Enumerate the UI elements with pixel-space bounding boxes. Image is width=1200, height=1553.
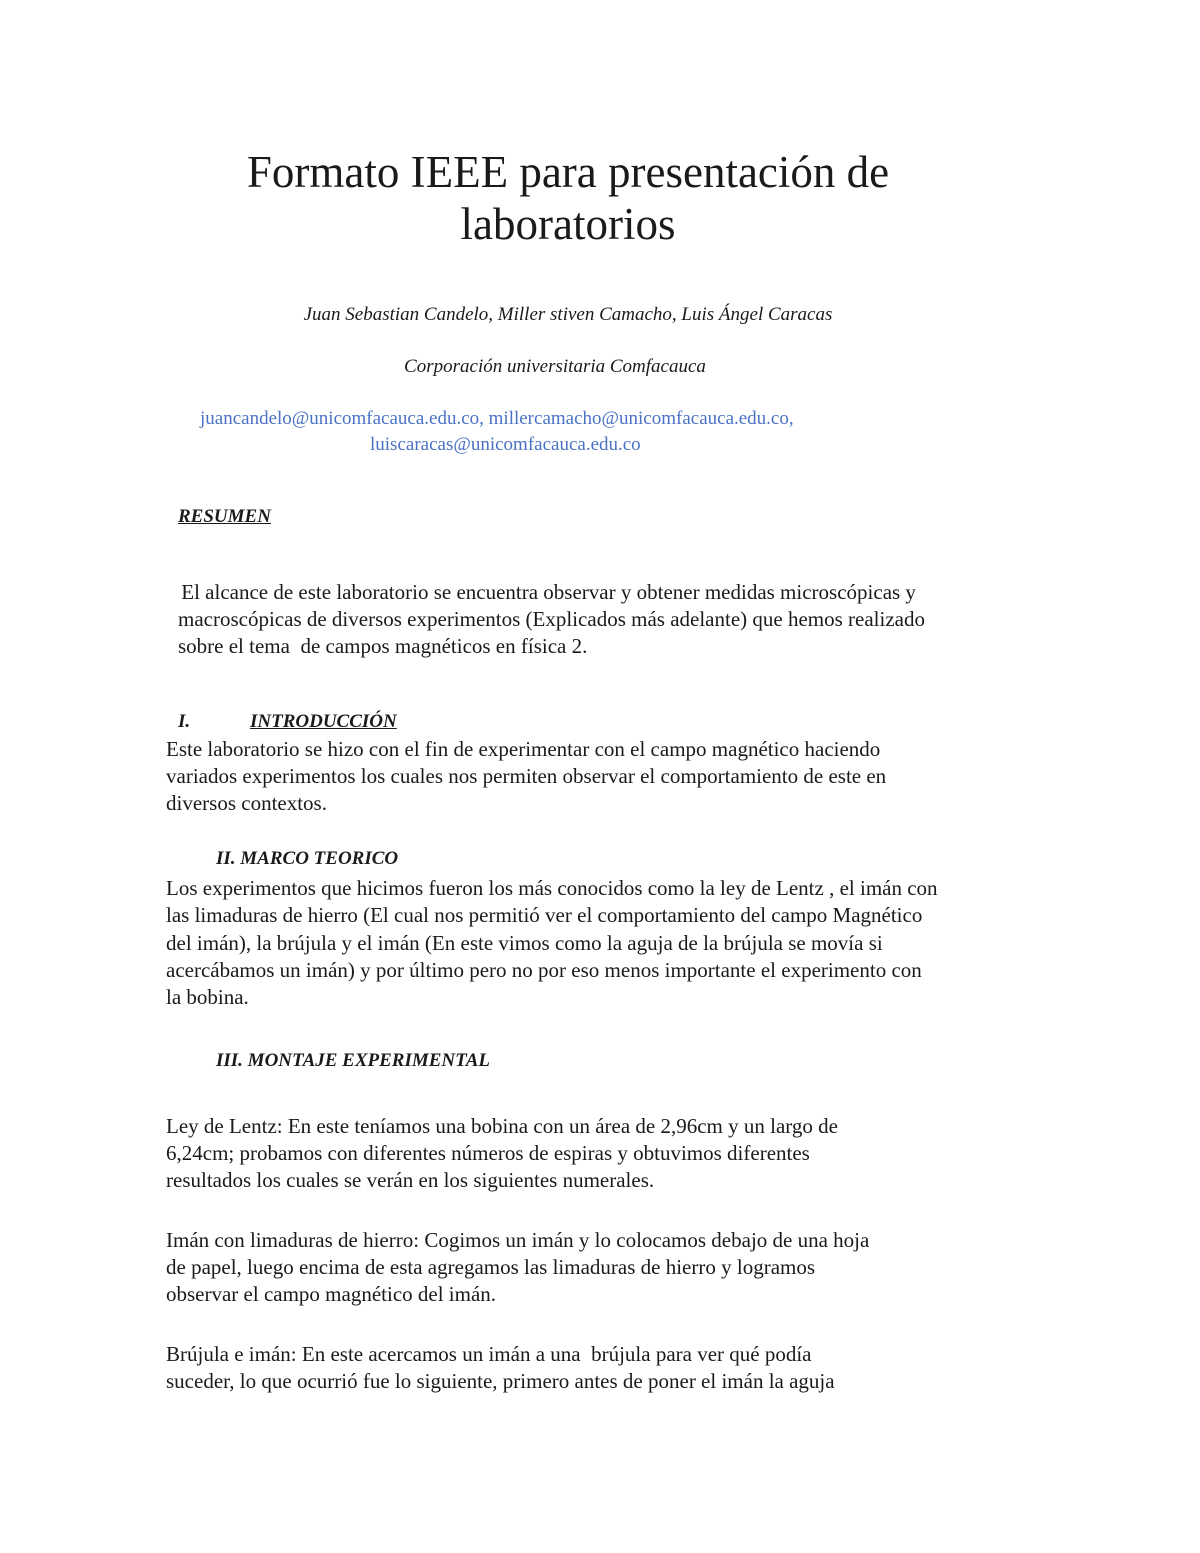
marco-line-3: del imán), la brújula y el imán (En este vimos como la aguja de la brújula se movía si bbox=[166, 931, 883, 955]
montaje-p3-line-1: Brújula e imán: En este acercamos un imán a una brújula para ver qué podía bbox=[166, 1342, 812, 1366]
marco-heading: II. MARCO TEORICO bbox=[216, 848, 399, 869]
introduccion-line-2: variados experimentos los cuales nos permiten observar el comportamiento de este en bbox=[166, 764, 887, 788]
marco-line-2: las limaduras de hierro (El cual nos permitió ver el comportamiento del campo Magnético bbox=[166, 903, 923, 927]
introduccion-number: I. bbox=[178, 711, 191, 732]
document-title-line-1: Formato IEEE para presentación de bbox=[246, 147, 890, 197]
montaje-p2-line-3: observar el campo magnético del imán. bbox=[166, 1282, 497, 1306]
montaje-p2-line-2: de papel, luego encima de esta agregamos las limaduras de hierro y logramos bbox=[166, 1255, 816, 1279]
montaje-heading: III. MONTAJE EXPERIMENTAL bbox=[216, 1050, 490, 1071]
email-line-2[interactable]: luiscaracas@unicomfacauca.edu.co bbox=[370, 434, 641, 455]
montaje-p1-line-1: Ley de Lentz: En este teníamos una bobina con un área de 2,96cm y un largo de bbox=[166, 1114, 838, 1138]
resumen-line-3: sobre el tema de campos magnéticos en física 2. bbox=[178, 634, 588, 658]
montaje-p3-line-2: suceder, lo que ocurrió fue lo siguiente, primero antes de poner el imán la aguja bbox=[166, 1369, 835, 1393]
introduccion-heading: INTRODUCCIÓN bbox=[250, 711, 397, 732]
introduccion-line-1: Este laboratorio se hizo con el fin de experimentar con el campo magnético haciendo bbox=[166, 737, 881, 761]
resumen-heading: RESUMEN bbox=[178, 506, 271, 527]
montaje-p1-line-3: resultados los cuales se verán en los siguientes numerales. bbox=[166, 1168, 655, 1192]
affiliation: Corporación universitaria Comfacauca bbox=[404, 356, 706, 377]
marco-line-4: acercábamos un imán) y por último pero no por eso menos importante el experimento con bbox=[166, 958, 922, 982]
authors: Juan Sebastian Candelo, Miller stiven Camacho, Luis Ángel Caracas bbox=[303, 304, 833, 325]
introduccion-line-3: diversos contextos. bbox=[166, 791, 327, 815]
email-line-1[interactable]: juancandelo@unicomfacauca.edu.co, millercamacho@unicomfacauca.edu.co, bbox=[200, 408, 794, 429]
marco-line-5: la bobina. bbox=[166, 985, 249, 1009]
document-title-line-2: laboratorios bbox=[460, 199, 676, 249]
montaje-p2-line-1: Imán con limaduras de hierro: Cogimos un imán y lo colocamos debajo de una hoja bbox=[166, 1228, 870, 1252]
resumen-line-1: El alcance de este laboratorio se encuentra observar y obtener medidas microscópicas y bbox=[176, 580, 916, 604]
montaje-p1-line-2: 6,24cm; probamos con diferentes números de espiras y obtuvimos diferentes bbox=[166, 1141, 810, 1165]
resumen-line-2: macroscópicas de diversos experimentos (Explicados más adelante) que hemos realizado bbox=[178, 607, 925, 631]
marco-line-1: Los experimentos que hicimos fueron los más conocidos como la ley de Lentz , el imán con bbox=[166, 876, 938, 900]
